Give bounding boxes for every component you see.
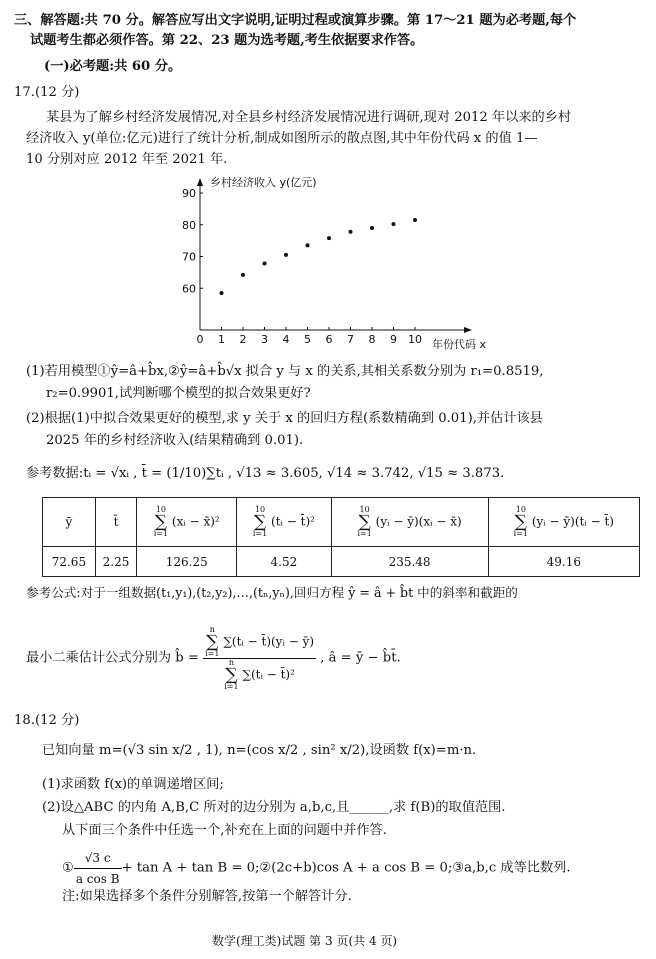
q17-part1-a: (1)若用模型①ŷ=â+b̂x,②ŷ=â+b̂√x 拟合 y 与 x 的关系,其相关系数分别为 r₁=0.8519, <box>26 364 544 379</box>
header-sum-yt: 10 ∑ i=1 (yᵢ − ȳ)(tᵢ − t̄) <box>488 498 639 547</box>
q17-part2-a: (2)根据(1)中拟合效果更好的模型,求 y 关于 x 的回归方程(系数精确到 0.01),并估计该县 <box>26 411 543 426</box>
page-footer: 数学(理工类)试题 第 3 页(共 4 页) <box>212 934 398 948</box>
x-tick-label: 10 <box>408 333 422 346</box>
x-axis-arrow <box>464 327 472 333</box>
header-tbar: t̄ <box>95 498 136 547</box>
q17-part2-b: 2025 年的乡村经济收入(结果精确到 0.01). <box>46 433 304 448</box>
data-point <box>392 222 396 226</box>
x-tick-label: 8 <box>368 333 376 346</box>
data-point <box>220 291 224 295</box>
q18-part2: (2)设△ABC 的内角 A,B,C 所对的边分别为 a,b,c,且______,求 f(B)的取值范围. <box>42 800 506 815</box>
q17-intro-1: 某县为了解乡村经济发展情况,对全县乡村经济发展情况进行调研,现对 2012 年以来的乡村 <box>46 110 572 125</box>
x-tick-label: 3 <box>261 333 268 346</box>
section-heading: 三、解答题:共 70 分。解答应写出文字说明,证明过程或演算步骤。第 17～21 题为必考题,每个 <box>14 13 577 28</box>
q18-vectors: 已知向量 m=(√3 sin x/2 , 1), n=(cos x/2 , sin² x/2),设函数 f(x)=m·n. <box>42 743 477 758</box>
value-sum-yx: 235.48 <box>331 547 488 577</box>
chart-points <box>220 218 418 295</box>
data-point <box>284 253 288 257</box>
q18-part1: (1)求函数 f(x)的单调递增区间; <box>42 777 224 792</box>
q17-reference-data: 参考数据:tᵢ = √xᵢ , t̄ = (1/10)∑tᵢ , √13 ≈ 3.605, √14 ≈ 3.742, √15 ≈ 3.873. <box>26 466 505 481</box>
y-axis-arrow <box>197 178 203 186</box>
value-sum-yt: 49.16 <box>488 547 639 577</box>
data-point <box>263 262 267 266</box>
data-point <box>327 236 331 240</box>
x-tick-label: 6 <box>325 333 333 346</box>
header-sum-x: 10 ∑ i=1 (xᵢ − x̄)² <box>137 498 237 547</box>
slope-fraction: n ∑ i=1 ∑(tᵢ − t̄)(yᵢ − ȳ) n ∑ i=1 ∑(tᵢ − t̄)² <box>205 625 315 691</box>
y-tick-label: 70 <box>182 250 196 264</box>
chart-ticks <box>182 187 422 346</box>
data-point <box>241 273 245 277</box>
data-point <box>370 226 374 230</box>
y-tick-label: 90 <box>182 187 196 201</box>
chart-xlabel: 年份代码 x <box>432 338 487 351</box>
q18-choose: 从下面三个条件中任选一个,补充在上面的问题中并作答. <box>62 823 387 838</box>
x-tick-label: 7 <box>347 333 354 346</box>
value-sum-x: 126.25 <box>137 547 237 577</box>
q17-label: 17.(12 分) <box>14 85 80 100</box>
header-ybar: ȳ <box>43 498 96 547</box>
data-point <box>349 230 353 234</box>
q18-note: 注:如果选择多个条件分别解答,按第一个解答计分. <box>62 889 352 904</box>
value-ybar: 72.65 <box>43 547 96 577</box>
value-tbar: 2.25 <box>95 547 136 577</box>
q18-conditions: ① $\frac{√3 c}{\text{a cos B}}$ + tan A + tan B = 0;②(2c+b)cos A + a cos B = 0;③a,b,c 成等比数列. <box>62 848 571 889</box>
data-point <box>413 218 417 222</box>
header-sum-yx: 10 ∑ i=1 (yᵢ − ȳ)(xᵢ − x̄) <box>331 498 488 547</box>
q17-part1-b: r₂=0.9901,试判断哪个模型的拟合效果更好? <box>46 386 311 401</box>
q17-formula-line1: 参考公式:对于一组数据(t₁,y₁),(t₂,y₂),…,(tₙ,yₙ),回归方程 ŷ = â + b̂t 中的斜率和截距的 <box>26 585 518 600</box>
y-tick-label: 80 <box>182 218 196 232</box>
q18-label: 18.(12 分) <box>14 713 80 728</box>
data-point <box>306 243 310 247</box>
chart-axes <box>197 178 472 333</box>
x-tick-label: 2 <box>239 333 247 346</box>
q17-formula-line2: 最小二乘估计公式分别为 b̂ = n ∑ i=1 ∑(tᵢ − t̄)(yᵢ − ȳ) n ∑ i=1 ∑(tᵢ − t̄)² , â = ȳ − b̂t̄. <box>26 625 401 691</box>
q17-intro-3: 10 分别对应 2012 年至 2021 年. <box>26 152 228 167</box>
q17-intro-2: 经济收入 y(单位:亿元)进行了统计分析,制成如图所示的散点图,其中年份代码 x 的值 1— <box>26 131 538 146</box>
x-tick-label: 1 <box>218 333 225 346</box>
reference-table <box>42 497 640 577</box>
section-heading-cont: 试题考生都必须作答。第 22、23 题为选考题,考生依据要求作答。 <box>30 33 424 48</box>
y-tick-label: 60 <box>182 282 196 296</box>
header-sum-t: 10 ∑ i=1 (tᵢ − t̄)² <box>237 498 331 547</box>
required-subheading: (一)必考题:共 60 分。 <box>44 59 182 74</box>
scatter-chart <box>170 170 500 365</box>
x-tick-label: 0 <box>196 333 204 346</box>
value-sum-t: 4.52 <box>237 547 331 577</box>
x-tick-label: 4 <box>282 333 290 346</box>
chart-ylabel: 乡村经济收入 y(亿元) <box>210 176 317 189</box>
x-tick-label: 9 <box>390 333 397 346</box>
x-tick-label: 5 <box>304 333 311 346</box>
